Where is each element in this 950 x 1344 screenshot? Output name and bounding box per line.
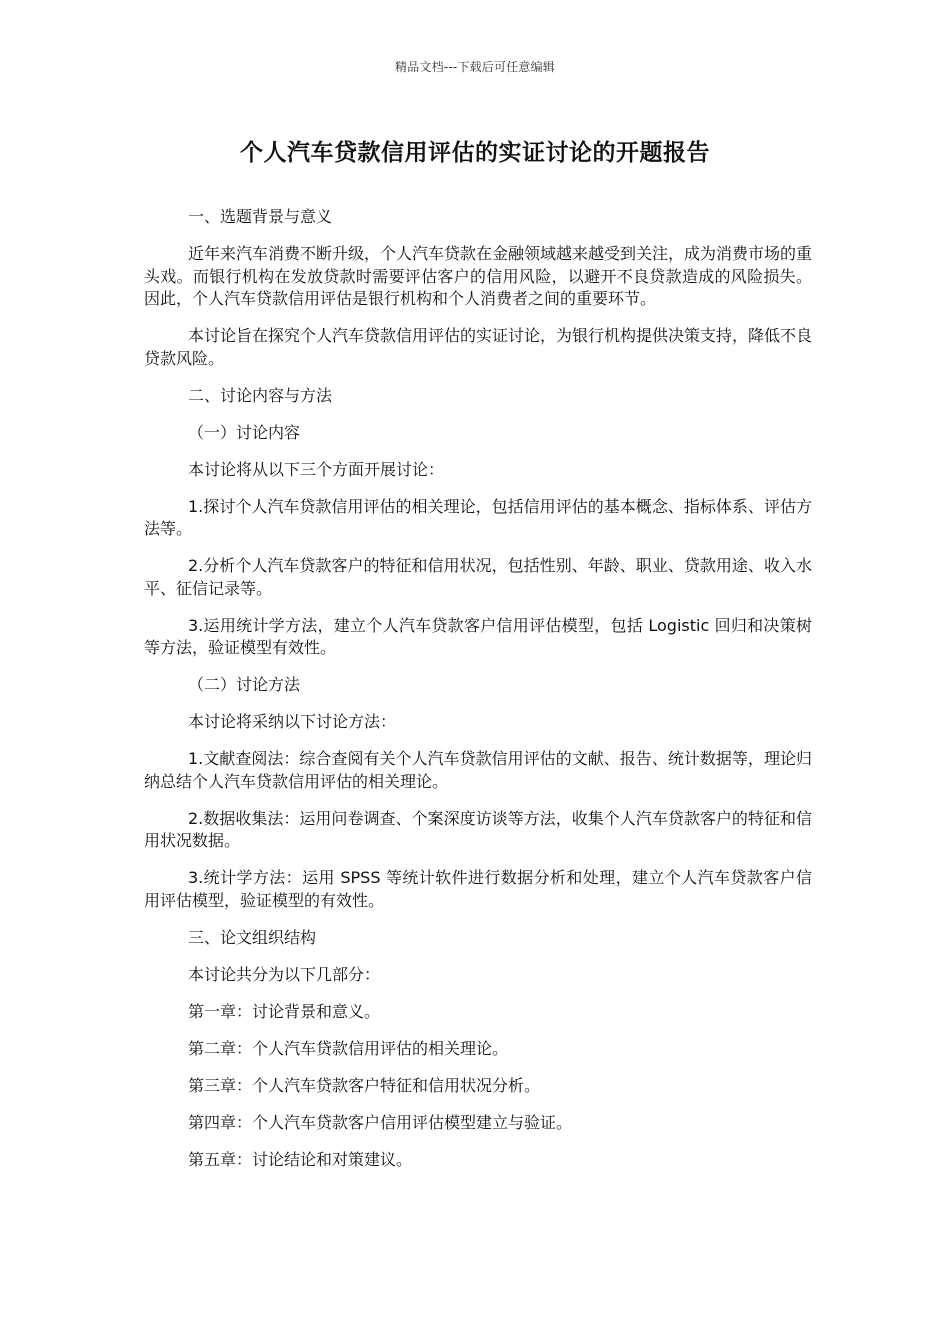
- paragraph-background: 近年来汽车消费不断升级，个人汽车贷款在金融领域越来越受到关注，成为消费市场的重头戏。而银行机构在发放贷款时需要评估客户的信用风险，以避开不良贷款造成的风险损失。因此，个人汽车贷款信用评估是银行机构和个人消费者之间的重要环节。: [144, 244, 813, 308]
- subsection-heading-method: （二）讨论方法: [188, 675, 301, 694]
- section-heading-content-method: 二、讨论内容与方法: [188, 385, 333, 405]
- paragraph-content-intro: 本讨论将从以下三个方面开展讨论：: [188, 459, 445, 479]
- list-item-content-2: 2.分析个人汽车贷款客户的特征和信用状况，包括性别、年龄、职业、贷款用途、收入水平、征信记录等。: [144, 556, 812, 598]
- document-body: [144, 206, 812, 1186]
- chapter-item-3: 第三章：个人汽车贷款客户特征和信用状况分析。: [188, 1075, 541, 1095]
- list-item-method-1: 1.文献查阅法：综合查阅有关个人汽车贷款信用评估的文献、报告、统计数据等，理论归纳总结个人汽车贷款信用评估的相关理论。: [144, 749, 812, 791]
- list-item-content-1: 1.探讨个人汽车贷款信用评估的相关理论，包括信用评估的基本概念、指标体系、评估方法等。: [144, 496, 812, 538]
- chapter-item-4: 第四章：个人汽车贷款客户信用评估模型建立与验证。: [188, 1112, 573, 1132]
- list-item-content-3: 3.运用统计学方法，建立个人汽车贷款客户信用评估模型，包括 Logistic 回归和决策树等方法，验证模型有效性。: [144, 615, 812, 657]
- paragraph-method-intro: 本讨论将采纳以下讨论方法：: [188, 712, 397, 731]
- section-heading-structure: 三、论文组织结构: [188, 927, 317, 947]
- chapter-item-1: 第一章：讨论背景和意义。: [188, 1001, 381, 1021]
- list-item-method-2: 2.数据收集法：运用问卷调查、个案深度访谈等方法，收集个人汽车贷款客户的特征和信用状况数据。: [144, 808, 812, 850]
- section-heading-background: 一、选题背景与意义: [188, 207, 333, 226]
- document-title: 个人汽车贷款信用评估的实证讨论的开题报告: [240, 140, 710, 166]
- list-item-method-3: 3.统计学方法：运用 SPSS 等统计软件进行数据分析和处理，建立个人汽车贷款客户信用评估模型，验证模型的有效性。: [144, 868, 812, 910]
- chapter-item-5: 第五章：讨论结论和对策建议。: [188, 1149, 413, 1169]
- subsection-heading-content: （一）讨论内容: [188, 422, 301, 442]
- chapter-item-2: 第二章：个人汽车贷款信用评估的相关理论。: [188, 1038, 509, 1058]
- header-note: 精品文档---下载后可任意编辑: [395, 60, 555, 74]
- paragraph-structure-intro: 本讨论共分为以下几部分：: [188, 964, 381, 984]
- paragraph-purpose: 本讨论旨在探究个人汽车贷款信用评估的实证讨论，为银行机构提供决策支持，降低不良贷款风险。: [144, 326, 813, 368]
